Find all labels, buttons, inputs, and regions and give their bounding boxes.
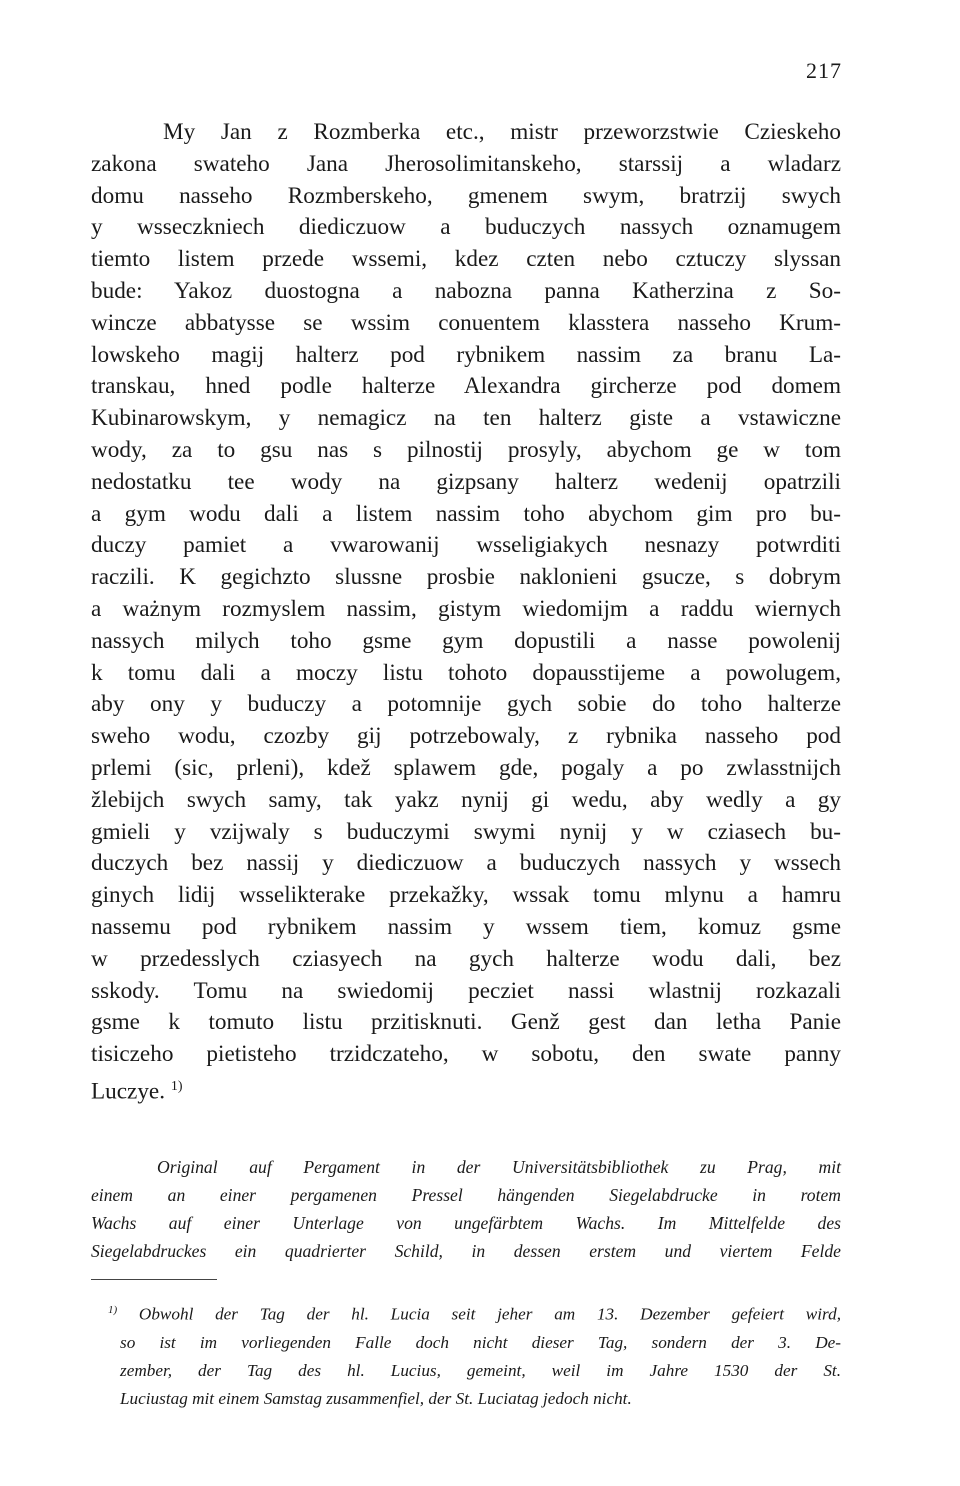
text-line: raczili. K gegichzto slussne prosbie naklonieni gsucze, s dobrym <box>91 564 841 591</box>
text-line: transkau, hned podle halterze Alexandra gircherze pod domem <box>91 373 841 400</box>
footnote-line: so ist im vorliegenden Falle doch nicht dieser Tag, sondern der 3. De- <box>120 1332 841 1352</box>
text-line: k tomu dali a moczy listu tohoto dopausstijeme a powolugem, <box>91 659 841 686</box>
text-line: tisiczeho pietisteho trzidczateho, w sobotu, den swate panny <box>91 1041 841 1068</box>
text-line: lowskeho magij halterz pod rybnikem nassim za branu La- <box>91 341 841 368</box>
footnote-line: Luciustag mit einem Samstag zusammenfiel, der St. Luciatag jedoch nicht. <box>120 1388 632 1408</box>
text-line: duczy pamiet a vwarowanij wsseligiakych nesnazy potwrditi <box>91 532 841 559</box>
source-note <box>91 1153 841 1265</box>
text-line: bude: Yakoz duostogna a nabozna panna Katherzina z So- <box>91 277 841 304</box>
footnote-marker: 1) <box>108 1304 118 1316</box>
text-line: w przedesslych cziasyech na gych halterze wodu dali, bez <box>91 945 841 972</box>
text-line: y wsseczkniech diediczuow a buduczych nassych oznamugem <box>91 214 841 241</box>
text-line: tiemto listem przede wssemi, kdez czten nebo cztuczy slyssan <box>91 246 841 273</box>
source-note-line: Original auf Pergament in der Universitätsbibliothek zu Prag, mit <box>157 1157 841 1177</box>
source-note-line: Wachs auf einer Unterlage von ungefärbtem Wachs. Im Mittelfelde des <box>91 1213 841 1233</box>
text-line: žlebijch swych samy, tak yakz nynij gi wedu, aby wedly a gy <box>91 786 841 813</box>
footnote-first-line <box>108 1296 841 1329</box>
charter-text <box>91 117 841 1108</box>
footnote-divider <box>91 1279 217 1280</box>
footnote-line: Obwohl der Tag der hl. Lucia seit jeher am 13. Dezember gefeiert wird, <box>138 1304 841 1324</box>
text-line: prlemi (sic, prleni), kdež splawem gde, pogaly a po zwlasstnijch <box>91 754 841 781</box>
text-line: wody, za to gsu nas s pilnostij prosyly, abychom ge w tom <box>91 436 841 463</box>
text-line: ginych lidij wsselikterake przekažky, wssak tomu mlynu a hamru <box>91 882 841 909</box>
source-note-line: Siegelabdruckes ein quadrierter Schild, in dessen erstem und viertem Felde <box>91 1241 841 1261</box>
text-line: wincze abbatysse se wssim conuentem klasstera nasseho Krum- <box>91 309 841 336</box>
footnote-reference[interactable]: 1) <box>170 1078 183 1094</box>
source-note-line: einem an einer pergamenen Pressel hängenden Siegelabdrucke in rotem <box>91 1185 841 1205</box>
text-line: My Jan z Rozmberka etc., mistr przeworzstwie Czieskeho <box>163 119 841 145</box>
footnote <box>108 1296 841 1413</box>
text-line: nedostatku tee wody na gizpsany halterz wedenij opatrzili <box>91 468 841 495</box>
page-number: 217 <box>806 58 842 83</box>
text-line: sskody. Tomu na swiedomij pecziet nassi wlastnij rozkazali <box>91 977 841 1004</box>
text-line: gmieli y vzijwaly s buduczymi swymi nynij y w cziasech bu- <box>91 818 841 845</box>
text-line-last <box>91 1071 841 1109</box>
text-line: Kubinarowskym, y nemagicz na ten halterz giste a vstawiczne <box>91 405 841 432</box>
text-line: nassych milych toho gsme gym dopustili a nasse powolenij <box>91 627 841 654</box>
text-line: duczych bez nassij y diediczuow a buduczych nassych y wssech <box>91 850 841 877</box>
text-line: Luczye. <box>91 1078 166 1105</box>
text-line: a gym wodu dali a listem nassim toho abychom gim pro bu- <box>91 500 841 527</box>
text-line: zakona swateho Jana Jherosolimitanskeho, starssij a wladarz <box>91 150 841 177</box>
text-line: domu nasseho Rozmberskeho, gmenem swym, bratrzij swych <box>91 182 841 209</box>
text-line: nassemu pod rybnikem nassim y wssem tiem, komuz gsme <box>91 913 841 940</box>
text-line: gsme k tomuto listu przitisknuti. Genž gest dan letha Panie <box>91 1009 841 1036</box>
footnote-line: zember, der Tag des hl. Lucius, gemeint, weil im Jahre 1530 der St. <box>120 1360 841 1380</box>
text-line: aby ony y buduczy a potomnije gych sobie do toho halterze <box>91 691 841 718</box>
text-line: sweho wodu, czozby gij potrzebowaly, z rybnika nasseho pod <box>91 723 841 750</box>
text-line: a ważnym rozmyslem nassim, gistym wiedomijm a raddu wiernych <box>91 595 841 622</box>
